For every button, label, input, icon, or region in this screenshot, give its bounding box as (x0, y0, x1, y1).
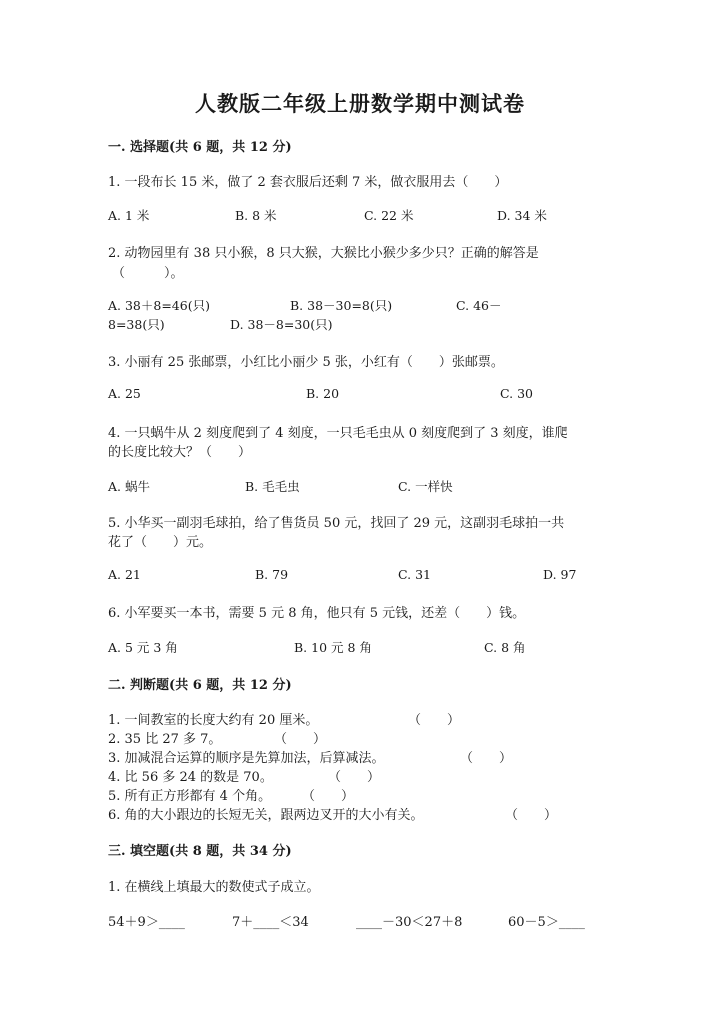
option: C. 30 (500, 386, 533, 401)
question-stem: 4. 一只蜗牛从 2 刻度爬到了 4 刻度，一只毛毛虫从 0 刻度爬到了 3 刻度，谁爬 (108, 426, 568, 441)
judge-item: 2. 35 比 27 多 7。 (108, 732, 222, 747)
option: B. 79 (255, 567, 289, 582)
option: A. 25 (108, 386, 141, 401)
answer-paren: （ ） (302, 789, 355, 804)
option: A. 蜗牛 (108, 479, 150, 494)
answer-paren: （ ） (505, 808, 558, 823)
section-heading-judge: 二. 判断题(共 6 题，共 12 分) (108, 678, 292, 693)
option: A. 21 (108, 567, 141, 582)
option: D. 97 (543, 567, 577, 582)
fill-expression: 54＋9＞____ (108, 915, 185, 930)
question-stem: 5. 小华买一副羽毛球拍，给了售货员 50 元，找回了 29 元，这副羽毛球拍一共 (108, 516, 565, 531)
question-stem: 2. 动物园里有 38 只小猴，8 只大猴，大猴比小猴少多少只？正确的解答是 (108, 246, 539, 261)
option: B. 10 元 8 角 (294, 640, 372, 655)
option: B. 毛毛虫 (245, 479, 300, 494)
option: D. 34 米 (497, 208, 547, 223)
question-stem-cont: （ ）。 (112, 266, 184, 281)
option: A. 38＋8=46(只) (108, 298, 210, 313)
answer-paren: （ ） (274, 732, 327, 747)
question-stem: 6. 小军要买一本书，需要 5 元 8 角，他只有 5 元钱，还差（ ）钱。 (108, 606, 526, 621)
judge-item: 4. 比 56 多 24 的数是 70。 (108, 770, 273, 785)
question-stem: 1. 一段布长 15 米，做了 2 套衣服后还剩 7 米，做衣服用去（ ） (108, 175, 508, 190)
section-heading-choice: 一. 选择题(共 6 题，共 12 分) (108, 140, 292, 155)
option: C. 46－ (456, 298, 502, 313)
option: D. 38－8=30(只) (230, 317, 333, 332)
answer-paren: （ ） (328, 770, 381, 785)
question-stem-cont: 花了（ ）元。 (108, 535, 213, 550)
judge-item: 6. 角的大小跟边的长短无关，跟两边叉开的大小有关。 (108, 808, 424, 823)
option: B. 8 米 (235, 208, 277, 223)
option: C. 8 角 (484, 640, 526, 655)
option-cont: 8=38(只) (108, 317, 165, 332)
option: C. 一样快 (398, 479, 453, 494)
judge-item: 3. 加减混合运算的顺序是先算加法，后算减法。 (108, 751, 385, 766)
judge-item: 5. 所有正方形都有 4 个角。 (108, 789, 272, 804)
answer-paren: （ ） (460, 751, 513, 766)
section-heading-fill: 三. 填空题(共 8 题，共 34 分) (108, 844, 292, 859)
question-stem: 3. 小丽有 25 张邮票，小红比小丽少 5 张，小红有（ ）张邮票。 (108, 355, 504, 370)
option: A. 1 米 (108, 208, 150, 223)
option: B. 20 (306, 386, 340, 401)
question-stem: 1. 在横线上填最大的数使式子成立。 (108, 880, 320, 895)
page-title: 人教版二年级上册数学期中测试卷 (195, 91, 525, 116)
option: C. 22 米 (364, 208, 414, 223)
fill-expression: ____－30＜27＋8 (356, 915, 463, 930)
fill-expression: 7＋____＜34 (232, 915, 309, 930)
question-stem-cont: 的长度比较大？（ ） (108, 445, 252, 460)
option: A. 5 元 3 角 (108, 640, 178, 655)
answer-paren: （ ） (408, 713, 461, 728)
option: B. 38－30=8(只) (290, 298, 393, 313)
option: C. 31 (398, 567, 431, 582)
fill-expression: 60－5＞____ (508, 915, 585, 930)
judge-item: 1. 一间教室的长度大约有 20 厘米。 (108, 713, 319, 728)
